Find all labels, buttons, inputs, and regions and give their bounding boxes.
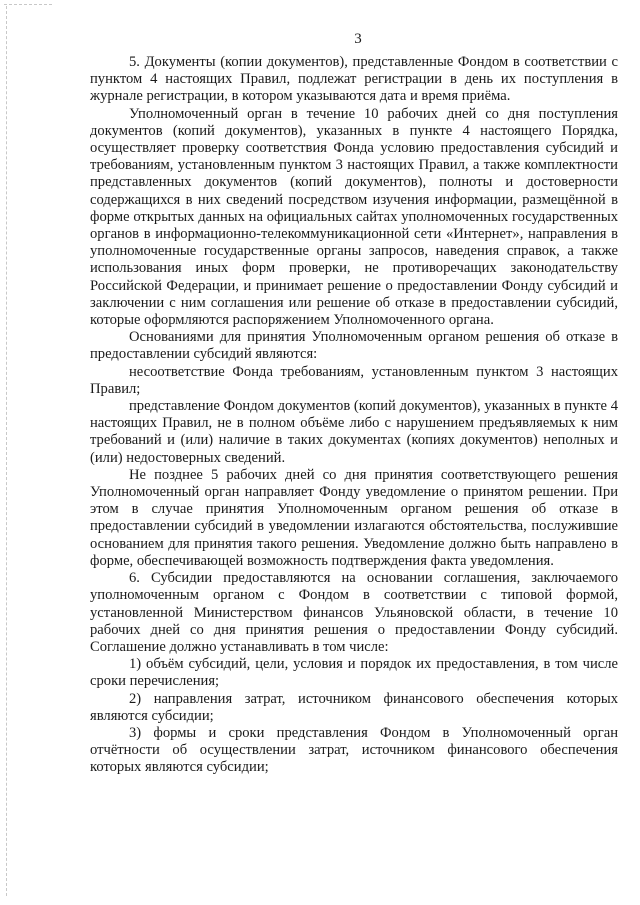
paragraph-agreement-term-3: 3) формы и сроки представления Фондом в Уполномоченный орган отчётности об осуществлении затрат, источником финансового обеспечения которых являются субсидии; xyxy=(90,724,618,776)
paragraph-agreement-term-2: 2) направления затрат, источником финансового обеспечения которых являются субсидии; xyxy=(90,690,618,724)
paragraph-refusal-ground-1: несоответствие Фонда требованиям, установленным пунктом 3 настоящих Правил; xyxy=(90,363,618,397)
paragraph-refusal-grounds: Основаниями для принятия Уполномоченным органом решения об отказе в предоставлении субсидий являются: xyxy=(90,329,618,363)
page-number: 3 xyxy=(354,31,362,47)
paragraph-item-5-registration: 5. Документы (копии документов), представленные Фондом в соответствии с пунктом 4 настоящих Правил, подлежат регистрации в день их поступления в журнале регистрации, в котором указываются дата и время приёма. xyxy=(90,54,618,105)
scan-edge-mark xyxy=(6,6,8,896)
paragraph-notification: Не позднее 5 рабочих дней со дня принятия соответствующего решения Уполномоченный орган направляет Фонду уведомление о принятом решении. При этом в случае принятия Уполномоченным органом решения об отказе в предоставлении субсидий в уведомлении излагаются обстоятельства, послужившие основанием для принятия такого решения. Уведомление должно быть направлено в форме, обеспечивающей возможность подтверждения факта уведомления. xyxy=(90,466,618,569)
paragraph-authority-review: Уполномоченный орган в течение 10 рабочих дней со дня поступления документов (копий документов), указанных в пункте 4 настоящего Порядка, осуществляет проверку соответствия Фонда условию предоставления субсидий и требованиям, установленным пунктом 3 настоящих Правил, а также комплектности представленных документов (копий документов), полноты и достоверности содержащихся в них сведений посредством изучения информации, размещённой в форме открытых данных на официальных сайтах уполномоченных государственных органов в информационно-телекоммуникационной сети «Интернет», направления в уполномоченные государственные органы запросов, наведения справок, а также использования иных форм проверки, не противоречащих законодательству Российской Федерации, и принимает решение о предоставлении Фонду субсидий и заключении с ним соглашения или решение об отказе в предоставлении субсидий, которые оформляются распоряжением Уполномоченного органа. xyxy=(90,105,618,329)
paragraph-refusal-ground-2: представление Фондом документов (копий документов), указанных в пункте 4 настоящих Правил, не в полном объёме либо с нарушением предъявляемых к ним требований и (или) наличие в таких документах (копиях документов) неполных и (или) недостоверных сведений. xyxy=(90,398,618,466)
document-body xyxy=(90,54,618,777)
paragraph-agreement-term-1: 1) объём субсидий, цели, условия и порядок их предоставления, в том числе сроки перечисления; xyxy=(90,656,618,690)
paragraph-item-6-agreement: 6. Субсидии предоставляются на основании соглашения, заключаемого уполномоченным органом с Фондом в соответствии с типовой формой, установленной Министерством финансов Ульяновской области, в течение 10 рабочих дней со дня принятия решения о предоставлении Фонду субсидий. Соглашение должно устанавливать в том числе: xyxy=(90,570,618,655)
scan-corner-mark xyxy=(4,4,52,6)
